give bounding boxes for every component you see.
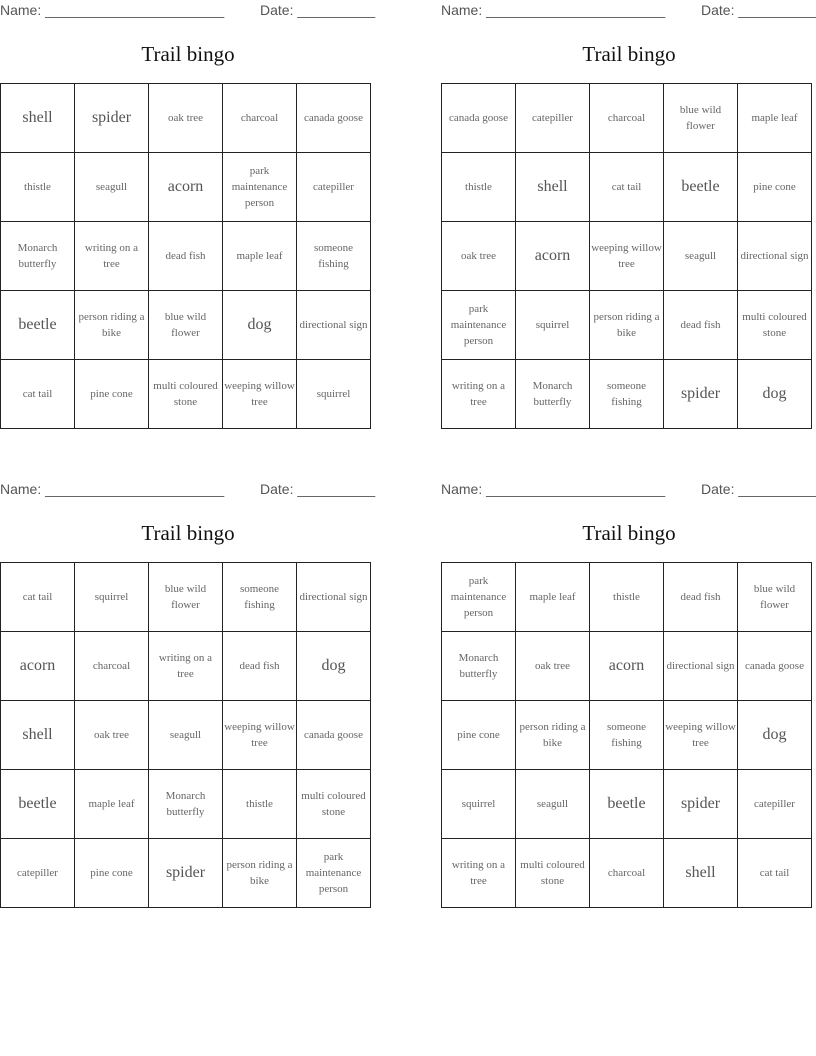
bingo-cell: someone fishing	[590, 701, 664, 770]
date-line: Date: __________	[701, 481, 816, 497]
bingo-cell: canada goose	[297, 701, 371, 770]
bingo-cell: dead fish	[664, 291, 738, 360]
card-header	[441, 479, 816, 503]
name-line: Name: _______________________	[441, 2, 666, 18]
bingo-cell: beetle	[1, 291, 75, 360]
bingo-row	[442, 84, 812, 153]
bingo-cell: cat tail	[738, 839, 812, 908]
bingo-cell: thistle	[1, 153, 75, 222]
bingo-row	[442, 153, 812, 222]
bingo-cell: pine cone	[75, 839, 149, 908]
bingo-cell: maple leaf	[516, 563, 590, 632]
bingo-card	[0, 0, 376, 440]
card-header	[0, 479, 376, 503]
bingo-cell: spider	[664, 770, 738, 839]
bingo-cell: someone fishing	[223, 563, 297, 632]
bingo-cell: weeping willow tree	[223, 360, 297, 429]
bingo-cell: park maintenance person	[223, 153, 297, 222]
bingo-cell: dog	[297, 632, 371, 701]
bingo-cell: Monarch butterfly	[149, 770, 223, 839]
bingo-row	[1, 291, 371, 360]
date-line: Date: __________	[701, 2, 816, 18]
bingo-cell: cat tail	[590, 153, 664, 222]
bingo-cell: charcoal	[590, 84, 664, 153]
bingo-cell: spider	[664, 360, 738, 429]
bingo-cell: thistle	[590, 563, 664, 632]
bingo-cell: blue wild flower	[664, 84, 738, 153]
bingo-cell: acorn	[149, 153, 223, 222]
bingo-cell: beetle	[1, 770, 75, 839]
bingo-grid	[441, 83, 812, 429]
bingo-cell: someone fishing	[297, 222, 371, 291]
bingo-row	[442, 839, 812, 908]
bingo-row	[442, 360, 812, 429]
bingo-cell: maple leaf	[75, 770, 149, 839]
bingo-cell: dog	[738, 360, 812, 429]
bingo-grid	[441, 562, 812, 908]
bingo-cell: person riding a bike	[223, 839, 297, 908]
bingo-cell: cat tail	[1, 360, 75, 429]
bingo-cell: Monarch butterfly	[1, 222, 75, 291]
bingo-card	[441, 479, 816, 919]
bingo-cell: canada goose	[442, 84, 516, 153]
bingo-cell: dog	[223, 291, 297, 360]
bingo-cell: charcoal	[590, 839, 664, 908]
bingo-cell: park maintenance person	[442, 291, 516, 360]
name-line: Name: _______________________	[441, 481, 666, 497]
card-header	[0, 0, 376, 24]
bingo-cell: multi coloured stone	[149, 360, 223, 429]
bingo-cell: park maintenance person	[297, 839, 371, 908]
bingo-cell: shell	[516, 153, 590, 222]
bingo-cell: shell	[1, 84, 75, 153]
bingo-cell: oak tree	[149, 84, 223, 153]
bingo-cell: canada goose	[297, 84, 371, 153]
bingo-cell: charcoal	[223, 84, 297, 153]
bingo-row	[1, 770, 371, 839]
bingo-cell: Monarch butterfly	[442, 632, 516, 701]
bingo-row	[1, 839, 371, 908]
bingo-cell: blue wild flower	[149, 563, 223, 632]
bingo-cell: directional sign	[738, 222, 812, 291]
bingo-row	[1, 563, 371, 632]
card-header	[441, 0, 816, 24]
bingo-cell: oak tree	[442, 222, 516, 291]
bingo-row	[442, 632, 812, 701]
bingo-cell: cat tail	[1, 563, 75, 632]
bingo-cell: catepiller	[1, 839, 75, 908]
bingo-cell: maple leaf	[738, 84, 812, 153]
bingo-cell: beetle	[590, 770, 664, 839]
card-title: Trail bingo	[582, 42, 676, 66]
bingo-cell: directional sign	[297, 291, 371, 360]
date-line: Date: __________	[260, 2, 376, 18]
bingo-cell: person riding a bike	[75, 291, 149, 360]
bingo-cell: seagull	[664, 222, 738, 291]
bingo-cell: shell	[664, 839, 738, 908]
bingo-row	[1, 701, 371, 770]
bingo-cell: squirrel	[516, 291, 590, 360]
bingo-cell: directional sign	[664, 632, 738, 701]
bingo-cell: weeping willow tree	[223, 701, 297, 770]
bingo-cell: pine cone	[75, 360, 149, 429]
bingo-cell: dead fish	[149, 222, 223, 291]
bingo-row	[1, 222, 371, 291]
bingo-cell: beetle	[664, 153, 738, 222]
bingo-card	[0, 479, 376, 919]
bingo-cell: Monarch butterfly	[516, 360, 590, 429]
bingo-cell: writing on a tree	[442, 360, 516, 429]
name-line: Name: _______________________	[0, 2, 225, 18]
bingo-cell: oak tree	[516, 632, 590, 701]
bingo-row	[1, 360, 371, 429]
bingo-row	[442, 222, 812, 291]
date-line: Date: __________	[260, 481, 376, 497]
bingo-cell: spider	[149, 839, 223, 908]
bingo-cell: shell	[1, 701, 75, 770]
bingo-cell: multi coloured stone	[297, 770, 371, 839]
bingo-cell: dog	[738, 701, 812, 770]
bingo-cell: squirrel	[442, 770, 516, 839]
bingo-cell: weeping willow tree	[664, 701, 738, 770]
bingo-cell: charcoal	[75, 632, 149, 701]
bingo-row	[442, 291, 812, 360]
bingo-cell: seagull	[516, 770, 590, 839]
bingo-cell: acorn	[516, 222, 590, 291]
bingo-cell: thistle	[442, 153, 516, 222]
bingo-cell: maple leaf	[223, 222, 297, 291]
bingo-cell: pine cone	[738, 153, 812, 222]
bingo-cell: spider	[75, 84, 149, 153]
bingo-cell: blue wild flower	[738, 563, 812, 632]
bingo-cell: catepiller	[516, 84, 590, 153]
bingo-cell: catepiller	[297, 153, 371, 222]
bingo-cell: dead fish	[223, 632, 297, 701]
bingo-cell: seagull	[149, 701, 223, 770]
bingo-cell: squirrel	[297, 360, 371, 429]
bingo-cell: acorn	[1, 632, 75, 701]
bingo-cell: seagull	[75, 153, 149, 222]
bingo-card	[441, 0, 816, 440]
bingo-grid	[0, 83, 371, 429]
bingo-cell: multi coloured stone	[738, 291, 812, 360]
bingo-row	[1, 153, 371, 222]
bingo-cell: park maintenance person	[442, 563, 516, 632]
bingo-cell: dead fish	[664, 563, 738, 632]
bingo-row	[1, 84, 371, 153]
bingo-cell: canada goose	[738, 632, 812, 701]
bingo-row	[442, 563, 812, 632]
card-title: Trail bingo	[141, 521, 235, 545]
bingo-cell: person riding a bike	[516, 701, 590, 770]
bingo-cell: squirrel	[75, 563, 149, 632]
card-title: Trail bingo	[141, 42, 235, 66]
bingo-cell: writing on a tree	[75, 222, 149, 291]
card-title: Trail bingo	[582, 521, 676, 545]
bingo-cell: someone fishing	[590, 360, 664, 429]
bingo-cell: pine cone	[442, 701, 516, 770]
bingo-cell: oak tree	[75, 701, 149, 770]
bingo-cell: thistle	[223, 770, 297, 839]
name-line: Name: _______________________	[0, 481, 225, 497]
bingo-cell: person riding a bike	[590, 291, 664, 360]
bingo-row	[1, 632, 371, 701]
bingo-cell: writing on a tree	[149, 632, 223, 701]
bingo-grid	[0, 562, 371, 908]
bingo-cell: weeping willow tree	[590, 222, 664, 291]
bingo-cell: catepiller	[738, 770, 812, 839]
bingo-row	[442, 701, 812, 770]
bingo-cell: multi coloured stone	[516, 839, 590, 908]
bingo-row	[442, 770, 812, 839]
bingo-cell: blue wild flower	[149, 291, 223, 360]
bingo-cell: writing on a tree	[442, 839, 516, 908]
bingo-cell: acorn	[590, 632, 664, 701]
bingo-cell: directional sign	[297, 563, 371, 632]
